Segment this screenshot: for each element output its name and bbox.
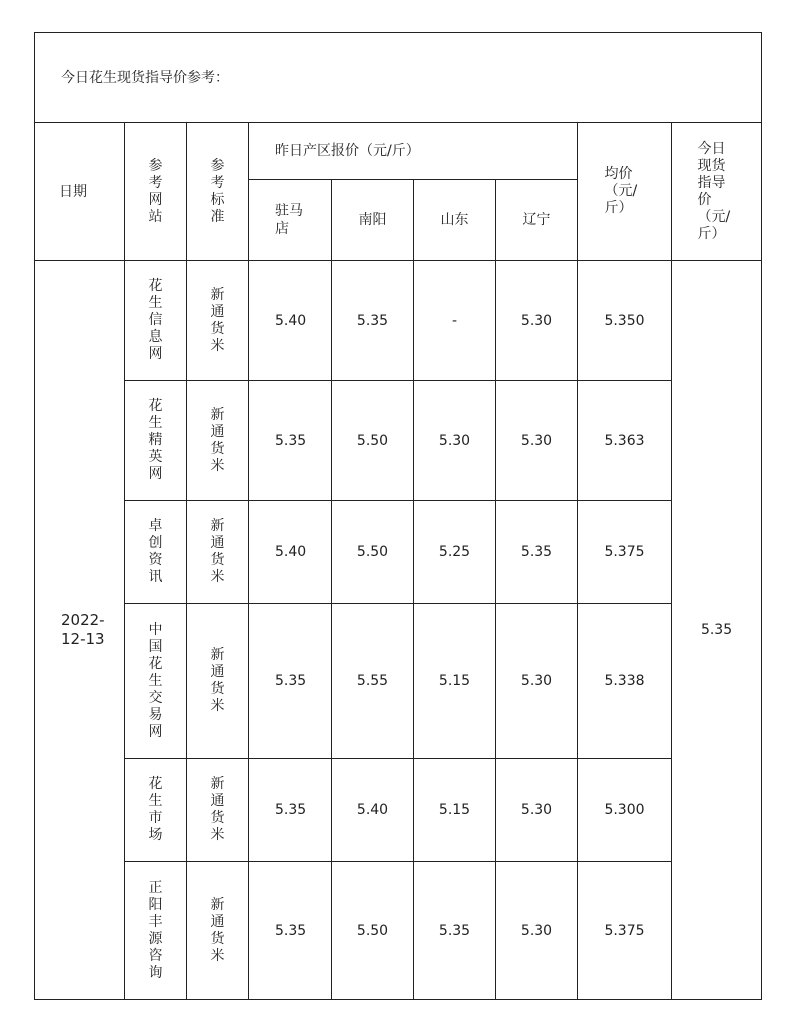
- price-avg: 5.300: [578, 759, 672, 862]
- price-nanyang: 5.50: [332, 381, 414, 501]
- price-liaoning: 5.30: [496, 381, 578, 501]
- price-avg: 5.338: [578, 604, 672, 759]
- table-row: [35, 381, 762, 501]
- title-row: [35, 33, 762, 123]
- price-avg: 5.375: [578, 862, 672, 1000]
- price-nanyang: 5.55: [332, 604, 414, 759]
- header-region-nanyang: 南阳: [332, 180, 414, 261]
- price-zhumadian: 5.35: [249, 381, 332, 501]
- price-avg: 5.363: [578, 381, 672, 501]
- table-row: [35, 261, 762, 381]
- price-zhumadian: 5.35: [249, 604, 332, 759]
- table-row: [35, 501, 762, 604]
- header-region-zhumadian: 驻马店: [249, 180, 332, 261]
- price-avg: 5.375: [578, 501, 672, 604]
- date-cell: 2022-12-13: [35, 261, 125, 1000]
- price-nanyang: 5.40: [332, 759, 414, 862]
- header-row-1: [35, 123, 762, 180]
- price-zhumadian: 5.35: [249, 759, 332, 862]
- price-liaoning: 5.30: [496, 862, 578, 1000]
- header-date: 日期: [35, 123, 125, 261]
- header-site: 参考网站: [125, 123, 187, 261]
- price-nanyang: 5.35: [332, 261, 414, 381]
- site-cell: 花生市场: [125, 759, 187, 862]
- price-shandong: 5.30: [414, 381, 496, 501]
- today-price-cell: 5.35: [672, 261, 762, 1000]
- table-row: [35, 862, 762, 1000]
- price-liaoning: 5.30: [496, 261, 578, 381]
- standard-cell: 新通货米: [187, 759, 249, 862]
- header-region-group: 昨日产区报价（元/斤）: [249, 123, 578, 180]
- price-shandong: 5.25: [414, 501, 496, 604]
- price-zhumadian: 5.35: [249, 862, 332, 1000]
- site-cell: 花生精英网: [125, 381, 187, 501]
- header-region-liaoning: 辽宁: [496, 180, 578, 261]
- table-row: [35, 759, 762, 862]
- standard-cell: 新通货米: [187, 501, 249, 604]
- price-nanyang: 5.50: [332, 862, 414, 1000]
- price-zhumadian: 5.40: [249, 261, 332, 381]
- price-avg: 5.350: [578, 261, 672, 381]
- standard-cell: 新通货米: [187, 862, 249, 1000]
- price-nanyang: 5.50: [332, 501, 414, 604]
- table-title: 今日花生现货指导价参考：: [35, 33, 762, 123]
- price-shandong: -: [414, 261, 496, 381]
- header-standard: 参考标准: [187, 123, 249, 261]
- table-row: [35, 604, 762, 759]
- header-region-shandong: 山东: [414, 180, 496, 261]
- price-shandong: 5.15: [414, 604, 496, 759]
- standard-cell: 新通货米: [187, 604, 249, 759]
- site-cell: 卓创资讯: [125, 501, 187, 604]
- site-cell: 中国花生交易网: [125, 604, 187, 759]
- standard-cell: 新通货米: [187, 261, 249, 381]
- price-shandong: 5.35: [414, 862, 496, 1000]
- price-liaoning: 5.30: [496, 604, 578, 759]
- standard-cell: 新通货米: [187, 381, 249, 501]
- price-table: [34, 32, 762, 1000]
- site-cell: 花生信息网: [125, 261, 187, 381]
- price-liaoning: 5.30: [496, 759, 578, 862]
- price-shandong: 5.15: [414, 759, 496, 862]
- site-cell: 正阳丰源咨询: [125, 862, 187, 1000]
- header-avg: 均价（元/斤）: [578, 123, 672, 261]
- price-liaoning: 5.35: [496, 501, 578, 604]
- price-zhumadian: 5.40: [249, 501, 332, 604]
- header-today: 今日现货指导价 （元/斤）: [672, 123, 762, 261]
